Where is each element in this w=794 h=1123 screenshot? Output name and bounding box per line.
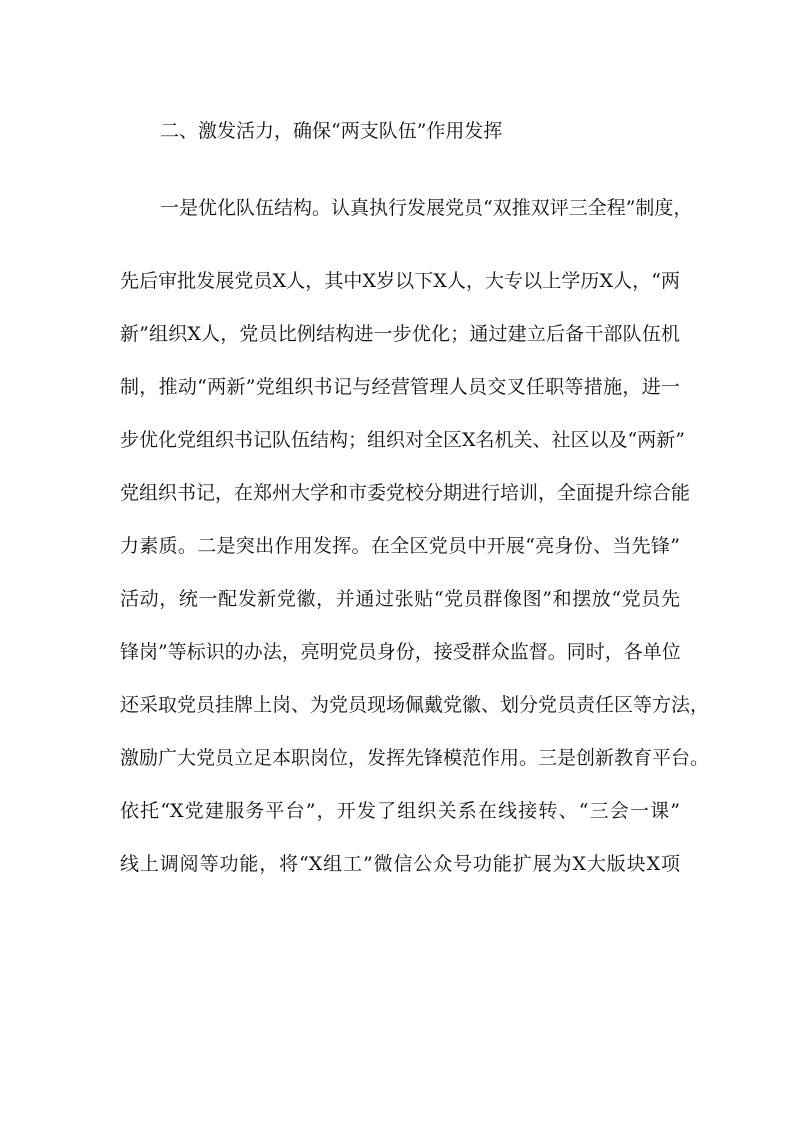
paragraph-line: 依托“X党建服务平台”，开发了组织关系在线接转、“三会一课” [120,800,680,822]
section-heading: 二、激发活力，确保“两支队伍”作用发挥 [160,120,503,142]
paragraph-line: 力素质。二是突出作用发挥。在全区党员中开展“亮身份、当先锋” [120,535,680,557]
paragraph-line: 新”组织X人，党员比例结构进一步优化；通过建立后备干部队伍机 [120,323,680,345]
paragraph-line: 制，推动“两新”党组织书记与经营管理人员交叉任职等措施，进一 [120,376,680,398]
paragraph-line: 先后审批发展党员X人，其中X岁以下X人，大专以上学历X人，“两 [120,270,680,292]
paragraph-line: 还采取党员挂牌上岗、为党员现场佩戴党徽、划分党员责任区等方法， [120,694,710,716]
paragraph-line: 激励广大党员立足本职岗位，发挥先锋模范作用。三是创新教育平台。 [120,747,710,769]
paragraph-line: 步优化党组织书记队伍结构；组织对全区X名机关、社区以及“两新” [120,429,685,451]
paragraph-line: 锋岗”等标识的办法，亮明党员身份，接受群众监督。同时，各单位 [120,641,681,663]
paragraph-line: 活动，统一配发新党徽，并通过张贴“党员群像图”和摆放“党员先 [120,588,680,610]
paragraph-line: 一是优化队伍结构。认真执行发展党员“双推双评三全程”制度， [160,197,693,219]
paragraph-line: 党组织书记，在郑州大学和市委党校分期进行培训，全面提升综合能 [120,482,691,504]
paragraph-line: 线上调阅等功能，将“X组工”微信公众号功能扩展为X大版块X项 [120,853,680,875]
